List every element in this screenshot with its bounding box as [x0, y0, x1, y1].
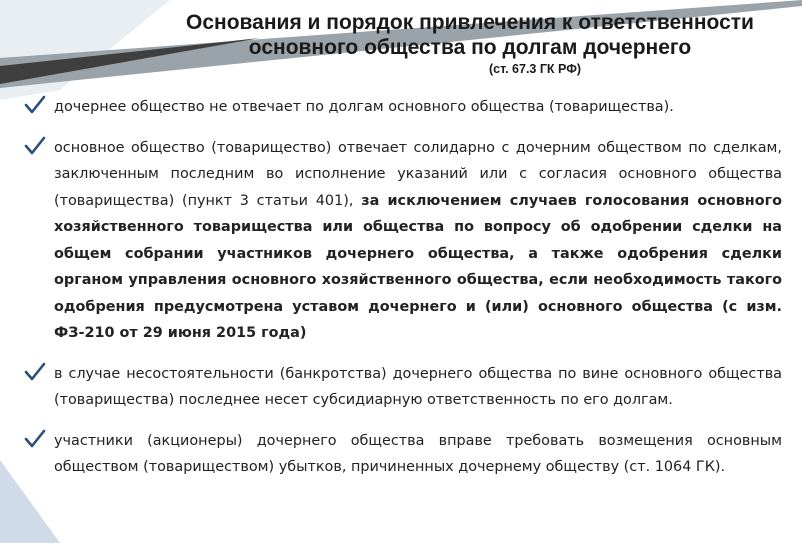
checkmark-icon — [24, 361, 46, 383]
list-item-text: участники (акционеры) дочернего общества вправе требовать возмещения основным обществом (товариществом) убытков, причиненных дочернему обществу (ст. 1064 ГК). — [54, 432, 782, 475]
list-item-text: дочернее общество не отвечает по долгам основного общества (товарищества). — [54, 99, 674, 115]
list-item — [22, 94, 782, 121]
title-block — [150, 10, 790, 76]
bullet-list — [22, 94, 782, 495]
checkmark-icon — [24, 428, 46, 450]
list-item-text: в случае несостоятельности (банкротства) дочернего общества по вине основного общества (товарищества) последнее несет субсидиарную ответственность по его долгам. — [54, 365, 782, 408]
slide-title: Основания и порядок привлечения к ответственности основного общества по долгам дочернего — [186, 11, 754, 59]
checkmark-icon — [24, 94, 46, 116]
checkmark-icon — [24, 135, 46, 157]
list-item — [22, 428, 782, 481]
list-item-text: основное общество (товарищество) отвечает солидарно с дочерним обществом по сделкам, заключенным последним во исполнение указаний или с согласия основного общества (товарищества) (пункт 3 статьи 401), за исключением случаев голосования основного хозяйственного товарищества или общества по вопросу об одобрении сделки на общем собрании участников дочернего общества, а также одобрения сделки органом управления основного хозяйственного общества, если необходимость такого одобрения предусмотрена уставом дочернего и (или) основного общества (с изм. ФЗ-210 от 29 июня 2015 года) — [54, 139, 782, 341]
emphasized-text: за исключением случаев голосования основного хозяйственного товарищества или общества по вопросу об одобрении сделки на общем собрании участников дочернего общества, а также одобрения сделки органом управления основного хозяйственного общества, если необходимость такого одобрения предусмотрена уставом дочернего и (или) основного общества (с изм. ФЗ-210 от 29 июня 2015 года) — [54, 192, 782, 341]
slide-subtitle: (ст. 67.3 ГК РФ) — [488, 62, 582, 76]
list-item — [22, 135, 782, 347]
list-item — [22, 361, 782, 414]
